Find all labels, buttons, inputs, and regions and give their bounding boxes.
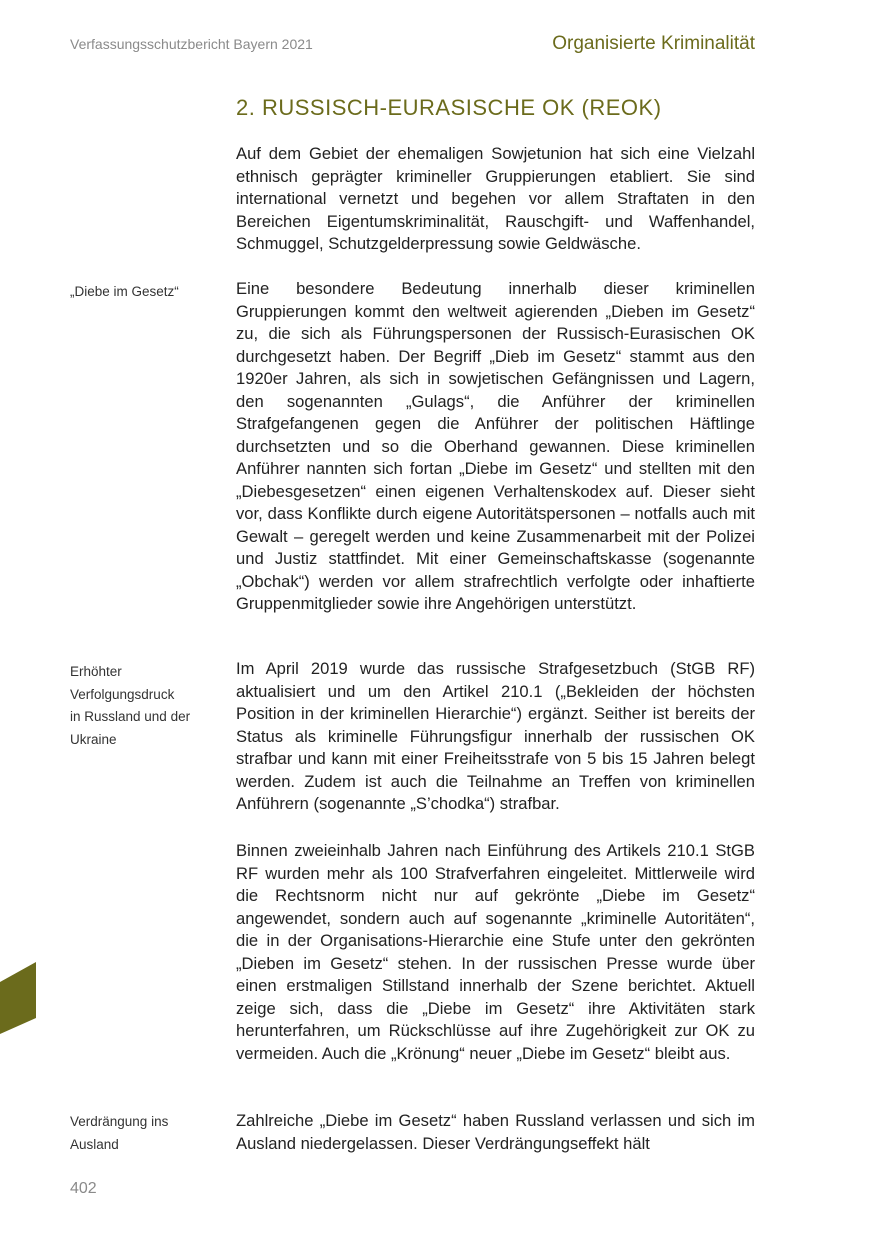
side-note-verfolgungsdruck	[70, 661, 220, 751]
paragraph-strafverfahren: Binnen zweieinhalb Jahren nach Einführung des Artikels 210.1 StGB RF wurden mehr als 100 Strafverfahren eingeleitet. Mittlerweile wird die Rechtsnorm nicht nur auf gekrönte „Diebe im Gesetz“ angewendet, sondern auch auf sogenannte „kriminelle Autoritäten“, die in der Organisations-Hierarchie eine Stufe unter den gekrönten „Dieben im Gesetz“ stehen. In der russischen Presse wurde über einen erstmaligen Stillstand innerhalb der Szene berichtet. Aktuell zeige sich, dass die „Diebe im Gesetz“ ihre Aktivitäten stark herunterfahren, um Rückschlüsse auf ihre Zugehörigkeit zur OK zu vermeiden. Auch die „Krönung“ neuer „Diebe im Gesetz“ bleibt aus.	[236, 841, 755, 1063]
side-note-line: „Diebe im Gesetz“	[70, 284, 179, 299]
side-note-line: Erhöhter	[70, 664, 122, 679]
side-note-line: Ausland	[70, 1136, 119, 1152]
page-number: 402	[70, 1180, 97, 1197]
section-title: 2. RUSSISCH-EURASISCHE OK (REOK)	[236, 95, 662, 120]
paragraph-strafgesetzbuch: Im April 2019 wurde das russische Strafgesetzbuch (StGB RF) aktualisiert und um den Artikel 210.1 („Bekleiden der höchsten Position in der kriminellen Hierarchie“) ergänzt. Seither ist bereits der Status als kriminelle Führungsfigur innerhalb der russischen OK strafbar und kann mit einer Freiheitsstrafe von 5 bis 15 Jahren belegt werden. Zudem ist auch die Teilnahme an Treffen von kriminellen Anführern (sogenannte „S’chodka“) strafbar.	[236, 659, 755, 813]
side-note-line: Ukraine	[70, 731, 117, 747]
side-note-line: Verfolgungsdruck	[70, 686, 175, 702]
running-header-publication: Verfassungsschutzbericht Bayern 2021	[70, 36, 313, 52]
paragraph-diebe-im-gesetz: Eine besondere Bedeutung innerhalb dieser kriminellen Gruppierungen kommt den weltweit agierenden „Dieben im Gesetz“ zu, die sich als Führungspersonen der Russisch-Eurasischen OK durchgesetzt haben. Der Begriff „Dieb im Gesetz“ stammt aus den 1920er Jahren, als sich in sowjetischen Gefängnissen und Lagern, den sogenannten „Gulags“, die Anführer der kriminellen Strafgefangenen gegen die Anführer der politischen Häftlinge durchsetzten und so die Oberhand gewannen. Diese kriminellen Anführer nannten sich fortan „Diebe im Gesetz“ und stellten mit den „Diebesgesetzen“ einen eigenen Verhaltenskodex auf. Dieser sieht vor, dass Konflikte durch eigene Autoritätspersonen – notfalls auch mit Gewalt – geregelt werden und keine Zusammenarbeit mit der Polizei und Justiz stattfindet. Mit einer Gemeinschaftskasse (sogenannte „Obchak“) werden vor allem strafrechtlich verfolgte oder inhaftierte Gruppenmitglieder sowie ihre Angehörigen unterstützt.	[236, 279, 755, 613]
side-note-verdraengung	[70, 1111, 220, 1156]
side-note-line: Verdrängung ins	[70, 1114, 169, 1129]
chapter-tab-marker	[0, 962, 36, 1034]
paragraph-intro: Auf dem Gebiet der ehemaligen Sowjetunion hat sich eine Vielzahl ethnisch geprägter krimineller Gruppierungen etabliert. Sie sind international vernetzt und begehen vor allem Straftaten in den Bereichen Eigentumskriminalität, Rauschgift- und Waffenhandel, Schmuggel, Schutzgelderpressung sowie Geldwäsche.	[236, 144, 755, 253]
running-header-section: Organisierte Kriminalität	[552, 33, 755, 54]
side-note-line: in Russland und der	[70, 709, 191, 724]
side-note-diebe-im-gesetz	[70, 281, 220, 304]
paragraph-verdraengung: Zahlreiche „Diebe im Gesetz“ haben Russland verlassen und sich im Ausland niedergelassen. Dieser Verdrängungseffekt hält	[236, 1111, 755, 1153]
